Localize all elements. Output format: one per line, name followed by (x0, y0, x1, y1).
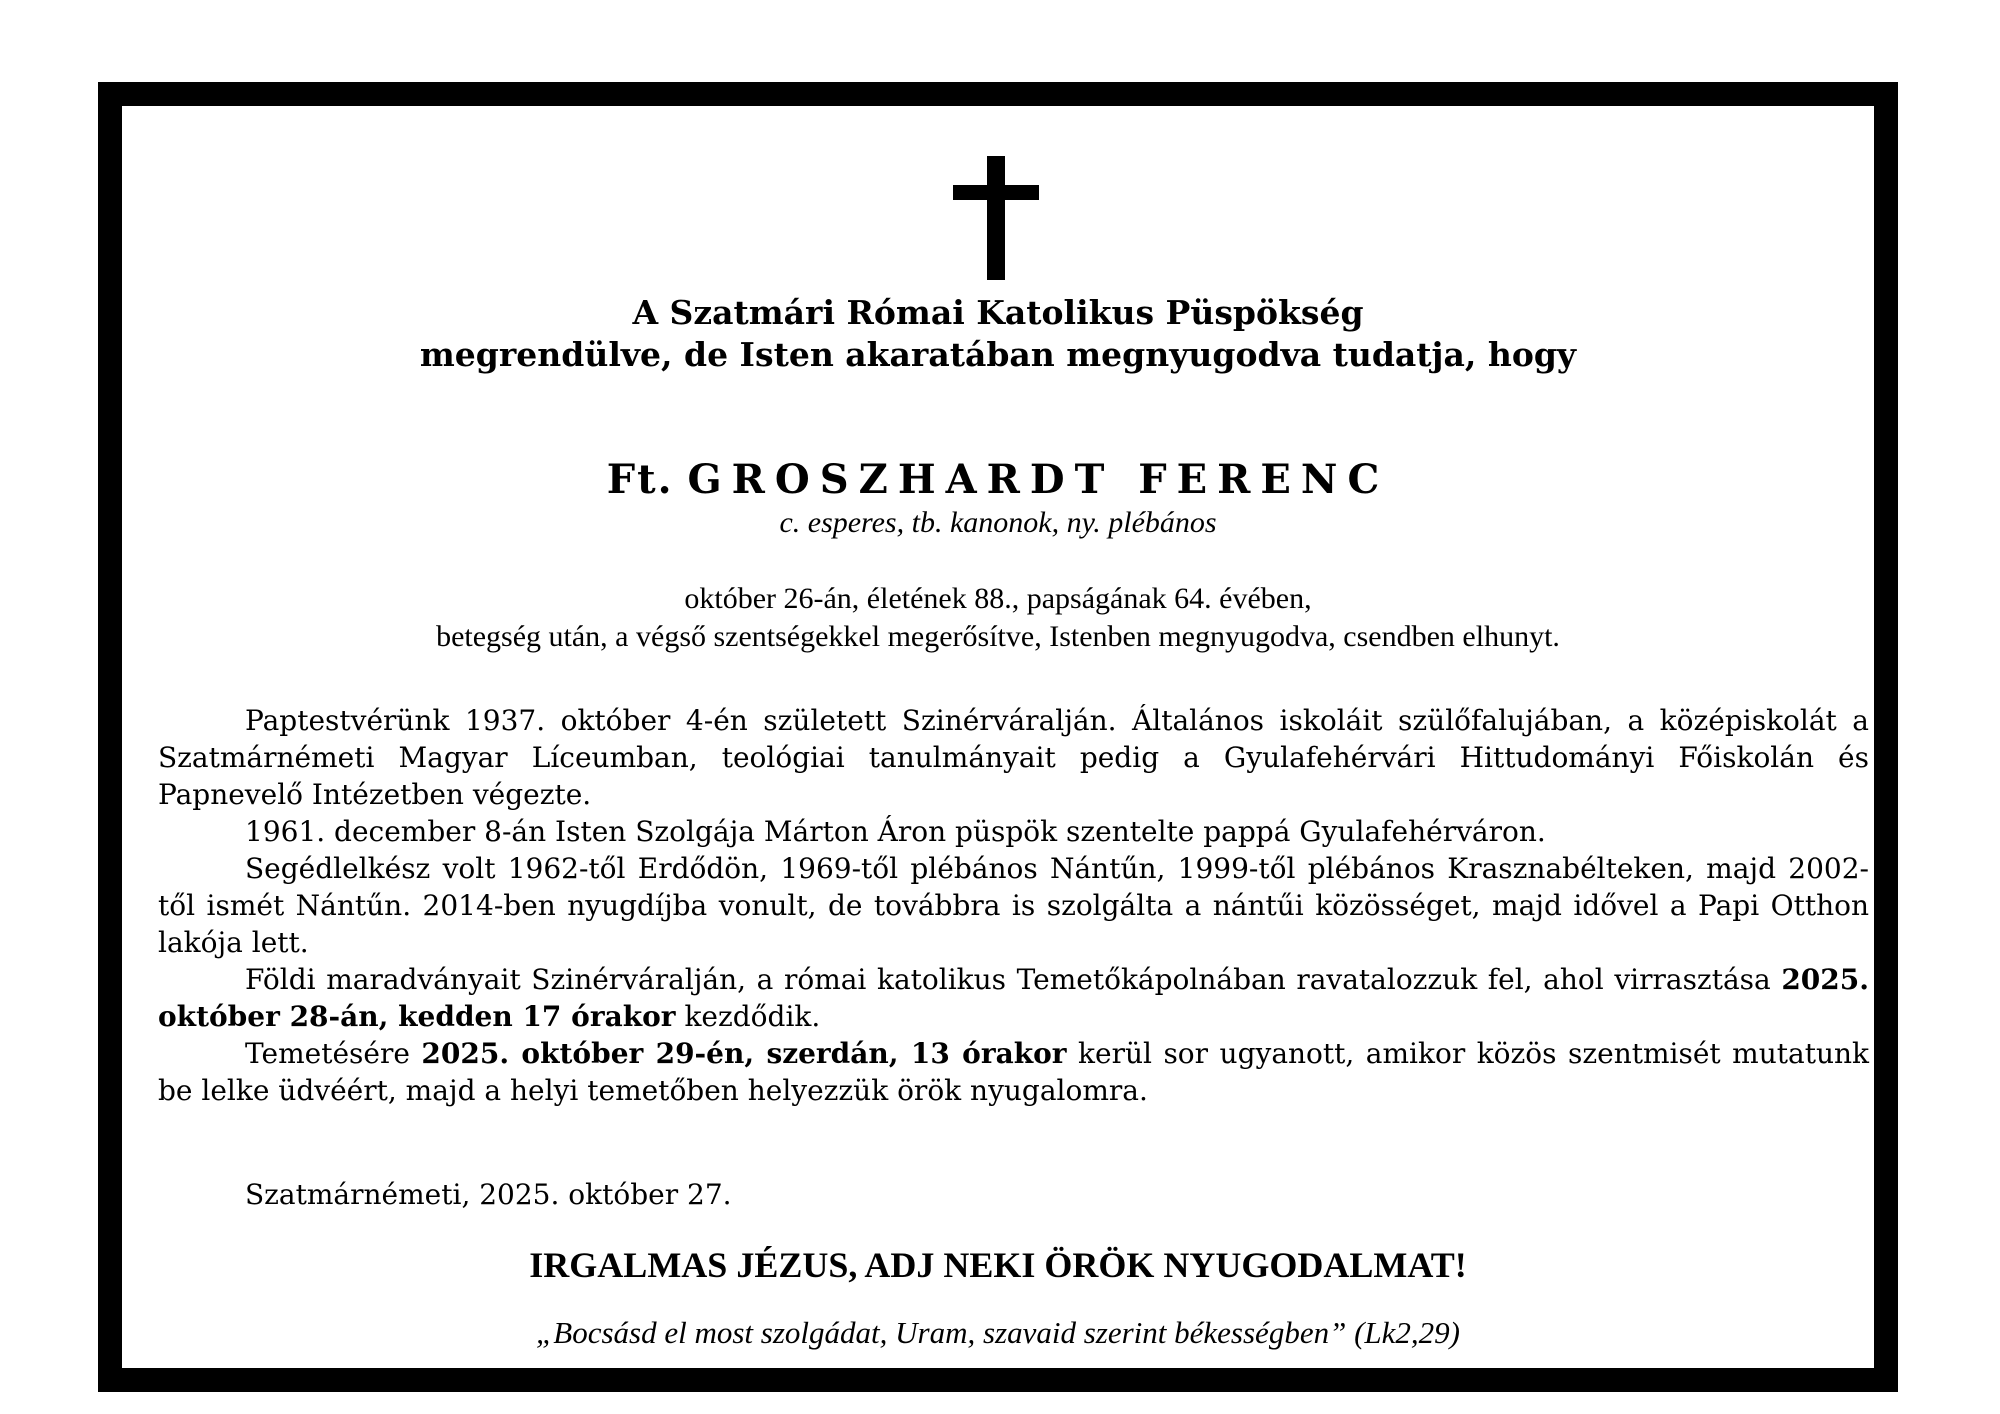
bio-paragraph-4 (158, 961, 1869, 1035)
deceased-titles: c. esperes, tb. kanonok, ny. plébános (779, 506, 1217, 539)
deceased-name (122, 456, 1874, 503)
biography (158, 702, 1869, 1109)
place-date: Szatmárnémeti, 2025. október 27. (245, 1178, 732, 1211)
bio-paragraph-1: Paptestvérünk 1937. október 4-én született Szinérváralján. Általános iskoláit szülőfalujában, a középiskolát a Szatmárnémeti Magyar Líceumban, teológiai tanulmányait pedig a Gyulafehérvári Hittudományi Főiskolán és Papnevelő Intézetben végezte. (158, 704, 1869, 811)
bio-paragraph-2: 1961. december 8-án Isten Szolgája Márton Áron püspök szentelte pappá Gyulafehérváron. (245, 815, 1546, 848)
cross-icon (953, 156, 1039, 280)
death-notice (122, 580, 1874, 656)
funeral-datetime: 2025. október 29-én, szerdán, 13 órakor (421, 1037, 1067, 1070)
death-line-1: október 26-án, életének 88., papságának 64. évében, (684, 582, 1312, 615)
funeral-end: kerül sor ugyanott, amikor közös szentmisét mutatunk be lelke üdvéért, majd a helyi temetőben helyezzük örök nyugalomra. (158, 1037, 1869, 1107)
announcement-header (122, 292, 1874, 376)
bio-paragraph-5 (158, 1035, 1869, 1109)
death-line-2: betegség után, a végső szentségekkel megerősítve, Istenben megnyugodva, csendben elhunyt. (436, 620, 1560, 653)
prayer-motto: IRGALMAS JÉZUS, ADJ NEKI ÖRÖK NYUGODALMAT! (529, 1245, 1467, 1285)
bio-paragraph-3: Segédlelkész volt 1962-től Erdődön, 1969-től plébános Nántűn, 1999-től plébános Krasznabélteken, majd 2002-től ismét Nántűn. 2014-ben nyugdíjba vonult, de továbbra is szolgálta a nántűi közösséget, majd idővel a Papi Otthon lakója lett. (158, 852, 1869, 959)
bible-verse: „Bocsásd el most szolgádat, Uram, szavaid szerint békességben” (Lk2,29) (536, 1315, 1460, 1350)
obituary-frame (98, 82, 1898, 1392)
header-line-2: megrendülve, de Isten akaratában megnyugodva tudatja, hogy (419, 335, 1577, 374)
funeral-text: Temetésére (245, 1037, 422, 1070)
wake-datetime: 2025. október 28-án, kedden 17 órakor (158, 963, 1869, 1033)
name-text: GROSZHARDT FERENC (687, 456, 1390, 503)
wake-text: Földi maradványait Szinérváralján, a római katolikus Temetőkápolnában ravatalozzuk fel, ahol virrasztása (245, 963, 1782, 996)
header-line-1: A Szatmári Római Katolikus Püspökség (632, 293, 1364, 332)
name-prefix: Ft. (606, 456, 674, 503)
wake-end: kezdődik. (675, 1000, 821, 1033)
